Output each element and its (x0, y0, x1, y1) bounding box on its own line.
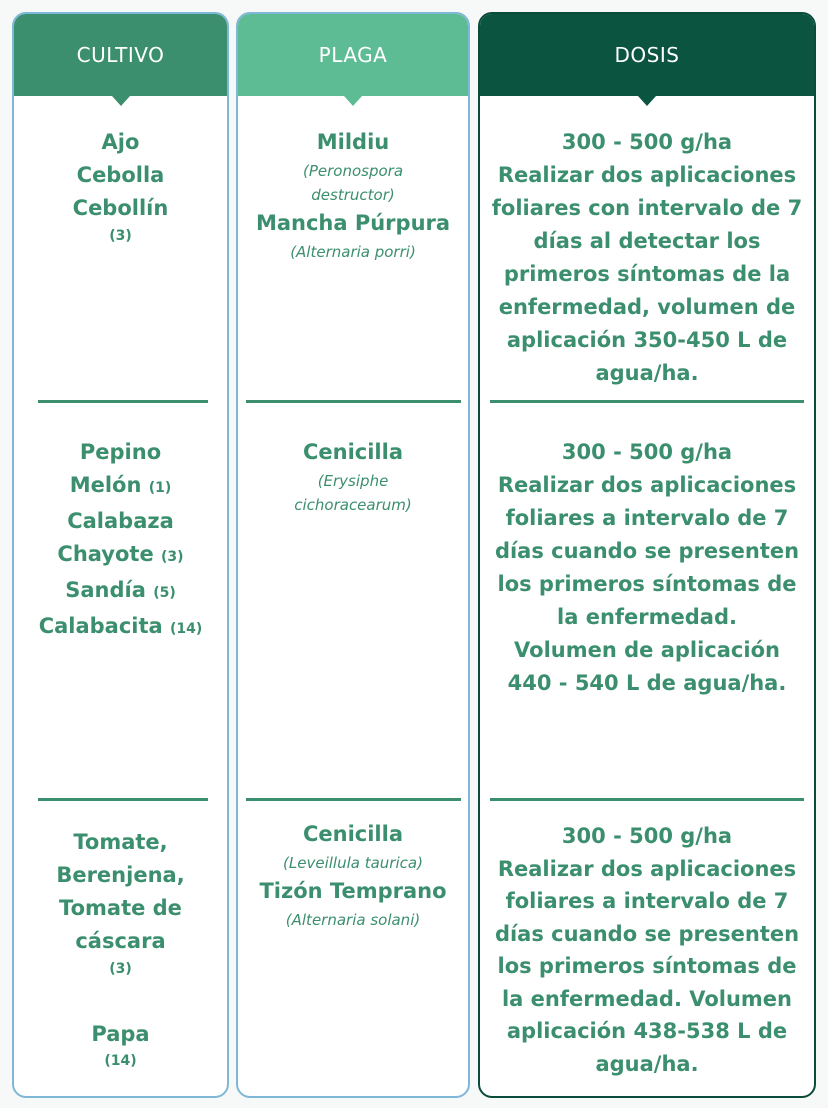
plaga-header (238, 14, 468, 96)
crop-cebolla: Cebolla (76, 163, 165, 187)
dosis-header-label: DOSIS (614, 43, 680, 67)
dose-rate: 300 - 500 g/ha (561, 824, 733, 848)
cultivo-header-label: CULTIVO (76, 43, 165, 67)
dose-text-line: Volumen de aplicación (514, 638, 780, 662)
dose-text-line: agua/ha. (595, 1051, 699, 1076)
dose-text-line: 440 - 540 L de agua/ha. (507, 671, 787, 695)
dose-text-line: Realizar dos aplicaciones (497, 163, 797, 187)
crop-pepino: Pepino (79, 440, 162, 464)
dose-text-line: Realizar dos aplicaciones (497, 856, 797, 881)
dose-text-line: los primeros síntomas de (497, 954, 797, 978)
plaga-row-1 (238, 126, 468, 264)
crop-melon: Melón (1) (69, 473, 172, 497)
dose-text-line: foliares con intervalo de 7 (491, 196, 803, 220)
row-divider (246, 798, 461, 801)
crop-calabacita: Calabacita (14) (38, 614, 203, 638)
plaga-header-label: PLAGA (318, 43, 388, 67)
plaga-column (236, 12, 470, 1098)
dose-rate: 300 - 500 g/ha (561, 440, 733, 464)
crop-calabaza: Calabaza (67, 509, 174, 533)
cultivo-column (12, 12, 229, 1098)
pest-mancha-purpura: Mancha Púrpura (255, 211, 451, 235)
dosis-header (480, 14, 814, 96)
dose-text-line: la enfermedad. Volumen (501, 986, 792, 1011)
crop-papa: Papa (91, 1022, 150, 1046)
dosis-row-3 (480, 820, 814, 1080)
pest-sci-name: (Peronospora (302, 162, 404, 180)
cultivo-row-1 (14, 126, 227, 247)
crop-sandia: Sandía (5) (65, 578, 176, 602)
cultivo-row-2 (14, 436, 227, 646)
plaga-header-pointer (344, 96, 362, 106)
dose-text-line: primeros síntomas de la (503, 262, 791, 286)
dose-text-line: aplicación 350-450 L de (506, 328, 788, 352)
crop-berenjena: Berenjena, (56, 863, 185, 887)
crop-cebollin: Cebollín (72, 196, 169, 220)
dosis-column (478, 12, 816, 1098)
dose-text-line: enfermedad, volumen de (498, 295, 796, 319)
dose-text-line: días cuando se presenten (494, 921, 800, 946)
plaga-row-3 (238, 818, 468, 932)
row-divider (38, 798, 208, 801)
crop-tomate: Tomate, (73, 830, 168, 854)
pest-mildiu: Mildiu (316, 130, 390, 154)
dose-text-line: los primeros síntomas de (497, 572, 797, 596)
pest-sci-name: (Alternaria porri) (290, 243, 416, 261)
pest-sci-name: destructor) (311, 186, 395, 204)
crop-footnote: (3) (109, 228, 132, 244)
pest-sci-name: (Leveillula taurica) (283, 854, 423, 872)
dosis-row-2 (480, 436, 814, 700)
crop-papa-footnote: (14) (104, 1053, 137, 1069)
crop-chayote: Chayote (3) (57, 542, 184, 566)
dose-text-line: Realizar dos aplicaciones (497, 473, 797, 497)
pest-sci-name: (Erysiphe (317, 472, 389, 490)
row-divider (490, 400, 804, 403)
dose-text-line: foliares a intervalo de 7 (505, 889, 789, 913)
dose-text-line: foliares a intervalo de 7 (505, 506, 789, 530)
dose-rate: 300 - 500 g/ha (561, 130, 733, 154)
crop-ajo: Ajo (101, 130, 140, 154)
pest-tizon-temprano: Tizón Temprano (259, 879, 447, 903)
cultivo-header (14, 14, 227, 96)
row-divider (490, 798, 804, 801)
dosis-row-1 (480, 126, 814, 390)
dose-text-line: días cuando se presenten (494, 539, 800, 563)
pest-cenicilla: Cenicilla (302, 822, 404, 846)
plaga-row-2 (238, 436, 468, 517)
dose-text-line: la enfermedad. (557, 605, 737, 629)
pest-sci-name: (Alternaria solani) (285, 911, 421, 929)
crop-tomate-de: Tomate de (59, 896, 182, 920)
dose-text-line: aplicación 438-538 L de (506, 1019, 788, 1043)
dosis-header-pointer (638, 96, 656, 106)
cultivo-row-3 (14, 826, 227, 1071)
pest-cenicilla: Cenicilla (302, 440, 404, 464)
cultivo-header-pointer (112, 96, 130, 106)
row-divider (38, 400, 208, 403)
crop-footnote: (3) (109, 961, 132, 977)
dose-text-line: agua/ha. (595, 361, 699, 385)
row-divider (246, 400, 461, 403)
dose-text-line: días al detectar los (533, 229, 761, 253)
pest-sci-name: cichoracearum) (294, 496, 412, 514)
crop-cascara: cáscara (75, 929, 166, 953)
